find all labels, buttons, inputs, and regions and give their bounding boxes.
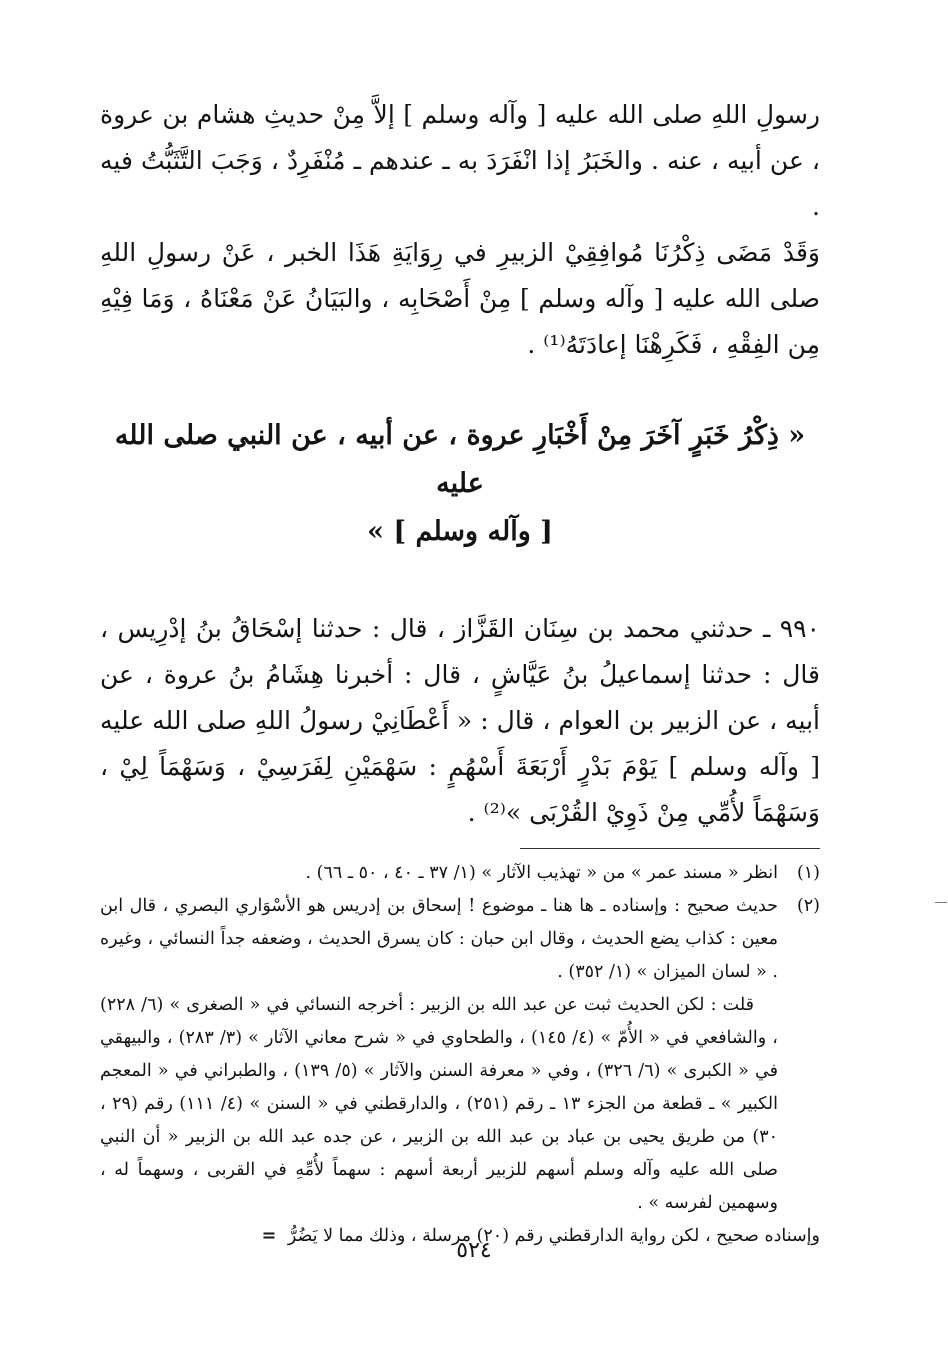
main-paragraph-2: وَقَدْ مَضَى ذِكْرُنَا مُوافِقِيْ الزبيرِ في رِوَايَةِ هَذَا الخبر ، عَنْ رسولِ اللهِ صلى الله عليه [ وآله وسلم ] مِنْ أَصْحَابِه ، والبَيَانُ عَنْ مَعْنَاهُ ، وَمَا فِيْهِ مِن الفِقْهِ ، فَكَرِهْنَا إعادَتَهُ⁽¹⁾ . — [100, 238, 820, 359]
footnote-2 — [100, 890, 820, 1220]
footnote-body — [100, 857, 778, 890]
footnote-separator — [520, 848, 820, 849]
hadith-text — [100, 606, 820, 836]
section-title — [100, 412, 820, 556]
footnote-number: (٢) — [796, 896, 820, 916]
main-paragraph-1: رسولِ اللهِ صلى الله عليه [ وآله وسلم ] إلاَّ مِنْ حديثِ هشام بن عروة ، عن أبيه ، عنه . والخَبَرُ إذا انْفَرَدَ به ـ عندهم ـ مُنْفَرِدٌ ، وَجَبَ التَّثَبُّتُ فيه . — [100, 100, 820, 221]
footnote-body — [100, 890, 778, 1220]
margin-tick-mark — [935, 902, 947, 903]
section-title-line-1: « ذِكْرُ خَبَرٍ آخَرَ مِنْ أَخْبَارِ عروة ، عن أبيه ، عن النبي صلى الله عليه — [114, 420, 806, 499]
section-title-line-2: [ وآله وسلم ] » — [367, 516, 553, 547]
hadith-paragraph: ٩٩٠ ـ حدثني محمد بن سِنَان القَزَّاز ، قال : حدثنا إسْحَاقُ بنُ إدْرِيس ، قال : حدثنا إسماعيلُ بنُ عَيَّاشٍ ، قال : أخبرنا هِشَامُ بنُ عروة ، عن أبيه ، عن الزبير بن العوام ، قال : « أَعْطَانِيْ رسولُ اللهِ صلى الله عليه [ وآله وسلم ] يَوْمَ بَدْرٍ أَرْبَعَةَ أَسْهُمٍ : سَهْمَيْنِ لِفَرَسِيْ ، وَسَهْمَاً لِيْ ، وَسَهْمَاً لأُمِّي مِنْ ذَوِيْ القُرْبَى »⁽²⁾ . — [100, 614, 820, 827]
page-number: ٥٢٤ — [456, 1238, 492, 1263]
footnote-1 — [100, 857, 820, 890]
footnote-text: حديث صحيح : وإسناده ـ ها هنا ـ موضوع ! إسحاق بن إدريس هو الأسْوَاري البصري ، قال ابن معين : كذاب يضع الحديث ، وقال ابن حبان : كان يسرق الحديث ، وضعفه جداً النسائي ، وغيره . « لسان الميزان » (١/ ٣٥٢) . — [100, 896, 778, 982]
footnote-number: (١) — [796, 863, 820, 883]
footnotes — [100, 857, 820, 1253]
footnote-text: قلت : لكن الحديث ثبت عن عبد الله بن الزبير : أخرجه النسائي في « الصغرى » (٦/ ٢٢٨) ، والشافعي في « الأُمّ » (٤/ ١٤٥) ، والطحاوي في « شرح معاني الآثار » (٣/ ٢٨٣) ، والبيهقي في « الكبرى » (٦/ ٣٢٦) ، وفي « معرفة السنن والآثار » (٥/ ١٣٩) ، والطبراني في « المعجم الكبير » ـ قطعة من الجزء ١٣ ـ رقم (٢٥١) ، والدارقطني في « السنن » (٤/ ١١١) رقم (٢٩ ، ٣٠) من طريق يحيى بن عباد بن عبد الله بن الزبير ، عن جده عبد الله بن الزبير « أن النبي صلى الله عليه وآله وسلم أسهم للزبير أربعة أسهم : سهماً لأُمِّهِ في القربى ، وسهماً له ، وسهمين لفرسه » . — [100, 995, 779, 1213]
page — [100, 92, 820, 1253]
continuation-mark: = — [261, 1226, 277, 1246]
main-text — [100, 92, 820, 368]
footnote-text: وإسناده صحيح ، لكن رواية الدارقطني رقم (٢٠) مرسلة ، وذلك مما لا يَضُرُّ — [287, 1226, 820, 1246]
footnote-text: انظر « مسند عمر » من « تهذيب الآثار » (١/ ٣٧ ـ ٤٠ ، ٥٠ ـ ٦٦) . — [305, 863, 778, 883]
